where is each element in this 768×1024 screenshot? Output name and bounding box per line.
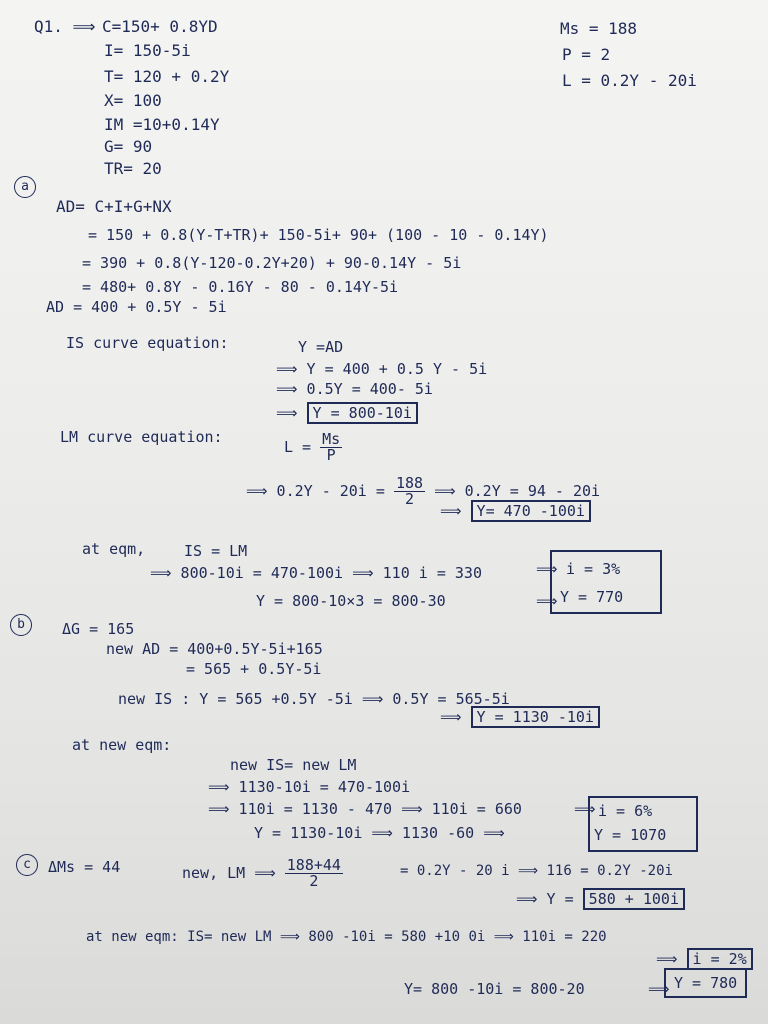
part-b-new-ad-1: new AD = 400+0.5Y-5i+165 — [106, 640, 323, 658]
given-money-supply: Ms = 188 — [560, 19, 638, 38]
is-result-arrow: ⟹ — [276, 404, 298, 422]
eqm-result-box — [550, 550, 662, 614]
given-investment: I= 150-5i — [104, 41, 191, 60]
is-step-2: ⟹ Y = 400 + 0.5 Y - 5i — [276, 360, 488, 378]
part-b-is-arrow: ⟹ — [440, 708, 462, 726]
lm-fraction-den: P — [326, 446, 336, 464]
part-c-i-arrow: ⟹ — [656, 950, 678, 968]
ad-line-5: AD = 400 + 0.5Y - 5i — [46, 298, 227, 316]
lm-curve-title: LM curve equation: — [60, 428, 223, 446]
part-b-eqm-step-2: ⟹ 110i = 1130 - 470 ⟹ 110i = 660 — [208, 800, 522, 818]
eqm-step-1: ⟹ 800-10i = 470-100i ⟹ 110 i = 330 — [150, 564, 482, 582]
eqm-arrow-2: ⟹ — [536, 592, 558, 610]
part-b-change: ΔG = 165 — [62, 620, 135, 638]
ad-line-4: = 480+ 0.8Y - 0.16Y - 80 - 0.14Y-5i — [82, 278, 399, 296]
part-b-new-is: new IS : Y = 565 +0.5Y -5i ⟹ 0.5Y = 565-5i — [118, 690, 510, 708]
ad-line-1: AD= C+I+G+NX — [56, 197, 172, 216]
lm-result-arrow: ⟹ — [440, 502, 462, 520]
part-c-output: Y = 780 — [664, 968, 747, 998]
part-b-eqm-step-1: ⟹ 1130-10i = 470-100i — [208, 778, 411, 796]
lm-step-1b: ⟹ 0.2Y = 94 - 20i — [434, 482, 601, 500]
part-c-label: c — [16, 854, 38, 876]
lm-curve-result: Y= 470 -100i — [471, 500, 591, 522]
given-tax: T= 120 + 0.2Y — [104, 67, 230, 86]
eqm-arrow-1: ⟹ — [536, 560, 558, 578]
part-c-new-lm-label: new, LM ⟹ — [182, 864, 276, 882]
part-c-new-lm-result: 580 + 100i — [583, 888, 685, 910]
is-curve-title: IS curve equation: — [66, 334, 229, 352]
part-b-interest-rate: i = 6% — [598, 802, 653, 820]
part-b-eqm-arrow: ⟹ — [574, 800, 596, 818]
eqm-output: Y = 770 — [560, 588, 624, 606]
given-consumption: C=150+ 0.8YD — [102, 17, 218, 36]
lm-fraction-num: Ms — [322, 430, 341, 448]
part-b-label: b — [10, 614, 32, 636]
part-c-eqm-line-1: at new eqm: IS= new LM ⟹ 800 -10i = 580 +10 0i ⟹ 110i = 220 — [86, 929, 607, 945]
part-b-new-ad-2: = 565 + 0.5Y-5i — [186, 660, 322, 678]
part-c-new-lm-step: = 0.2Y - 20 i ⟹ 116 = 0.2Y -20i — [400, 863, 673, 879]
eqm-step-2: Y = 800-10×3 = 800-30 — [256, 592, 446, 610]
part-c-fraction-num: 188+44 — [286, 856, 341, 874]
given-money-demand: L = 0.2Y - 20i — [562, 71, 697, 90]
part-b-result-box — [588, 796, 698, 852]
given-imports: IM =10+0.14Y — [104, 115, 220, 134]
part-b-eqm-title: at new eqm: — [72, 736, 172, 754]
part-c-interest-rate: i = 2% — [687, 948, 753, 970]
part-b-eqm-condition: new IS= new LM — [230, 756, 357, 774]
given-price-level: P = 2 — [562, 45, 611, 64]
part-c-eqm-line-2: Y= 800 -10i = 800-20 — [404, 980, 585, 998]
lm-step-1-den: 2 — [404, 490, 414, 508]
eqm-condition: IS = LM — [184, 542, 248, 560]
part-b-output: Y = 1070 — [594, 826, 667, 844]
lm-step-1-num: 188 — [395, 474, 424, 492]
part-c-fraction-den: 2 — [309, 872, 319, 890]
part-b-new-is-result: Y = 1130 -10i — [471, 706, 600, 728]
question-label: Q1. ⟹ — [34, 17, 96, 36]
eqm-interest-rate: i = 3% — [566, 560, 621, 578]
lm-step-1a: ⟹ 0.2Y - 20i = — [246, 482, 385, 500]
part-a-label: a — [14, 176, 36, 198]
part-c-lm-arrow: ⟹ Y = — [516, 890, 574, 908]
given-transfers: TR= 20 — [104, 159, 162, 178]
ad-line-3: = 390 + 0.8(Y-120-0.2Y+20) + 90-0.14Y - 5i — [82, 254, 462, 272]
is-curve-result: Y = 800-10i — [307, 402, 418, 424]
part-b-eqm-step-3: Y = 1130-10i ⟹ 1130 -60 ⟹ — [254, 824, 505, 842]
part-c-eqm-arrow: ⟹ — [648, 980, 670, 998]
lm-definition-lhs: L = — [284, 438, 312, 456]
is-step-1: Y =AD — [298, 338, 344, 356]
eqm-title: at eqm, — [82, 540, 146, 558]
given-exports: X= 100 — [104, 91, 162, 110]
is-step-3: ⟹ 0.5Y = 400- 5i — [276, 380, 433, 398]
part-c-change: ΔMs = 44 — [48, 858, 121, 876]
ad-line-2: = 150 + 0.8(Y-T+TR)+ 150-5i+ 90+ (100 - 10 - 0.14Y) — [88, 226, 549, 244]
given-government: G= 90 — [104, 137, 153, 156]
